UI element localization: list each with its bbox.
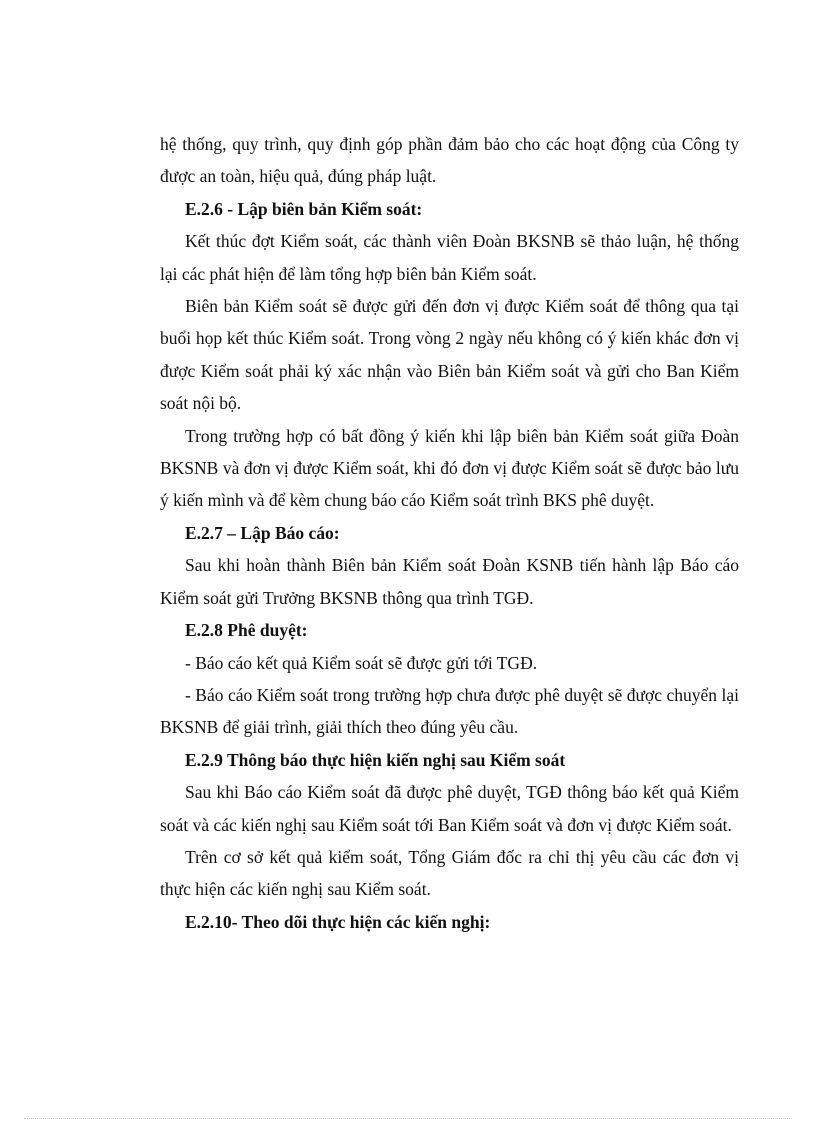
paragraph: Biên bản Kiểm soát sẽ được gửi đến đơn vị được Kiểm soát để thông qua tại buổi họp kết thúc Kiểm soát. Trong vòng 2 ngày nếu không có ý kiến khác đơn vị được Kiểm soát phải ký xác nhận vào Biên bản Kiểm soát và gửi cho Ban Kiểm soát nội bộ. xyxy=(160,296,739,414)
section-heading: E.2.6 - Lập biên bản Kiểm soát: xyxy=(185,198,423,219)
paragraph: Sau khi Báo cáo Kiểm soát đã được phê duyệt, TGĐ thông báo kết quả Kiểm soát và các kiến nghị sau Kiểm soát tới Ban Kiểm soát và đơn vị được Kiểm soát. xyxy=(160,782,739,835)
document-page xyxy=(160,128,739,938)
paragraph: hệ thống, quy trình, quy định góp phần đảm bảo cho các hoạt động của Công ty được an toàn, hiệu quả, đúng pháp luật. xyxy=(160,134,739,187)
paragraph: Sau khi hoàn thành Biên bản Kiểm soát Đoàn KSNB tiến hành lập Báo cáo Kiểm soát gửi Trưởng BKSNB thông qua trình TGĐ. xyxy=(160,555,739,608)
section-heading: E.2.8 Phê duyệt: xyxy=(185,620,308,641)
section-heading: E.2.7 – Lập Báo cáo: xyxy=(185,522,340,543)
section-heading: E.2.9 Thông báo thực hiện kiến nghị sau Kiểm soát xyxy=(185,749,566,770)
page-bottom-divider xyxy=(24,1118,792,1119)
paragraph: Trên cơ sở kết quả kiểm soát, Tổng Giám đốc ra chỉ thị yêu cầu các đơn vị thực hiện các kiến nghị sau Kiểm soát. xyxy=(160,846,739,900)
paragraph: Trong trường hợp có bất đồng ý kiến khi lập biên bản Kiểm soát giữa Đoàn BKSNB và đơn vị được Kiểm soát, khi đó đơn vị được Kiểm soát sẽ được bảo lưu ý kiến mình và để kèm chung báo cáo Kiểm soát trình BKS phê duyệt. xyxy=(160,425,739,511)
section-heading: E.2.10- Theo dõi thực hiện các kiến nghị: xyxy=(185,911,491,932)
paragraph: Kết thúc đợt Kiểm soát, các thành viên Đoàn BKSNB sẽ thảo luận, hệ thống lại các phát hiện để làm tổng hợp biên bản Kiểm soát. xyxy=(160,231,739,284)
list-item: - Báo cáo kết quả Kiểm soát sẽ được gửi tới TGĐ. xyxy=(185,652,538,673)
list-item: - Báo cáo Kiểm soát trong trường hợp chưa được phê duyệt sẽ được chuyển lại BKSNB để giải trình, giải thích theo đúng yêu cầu. xyxy=(160,684,739,738)
